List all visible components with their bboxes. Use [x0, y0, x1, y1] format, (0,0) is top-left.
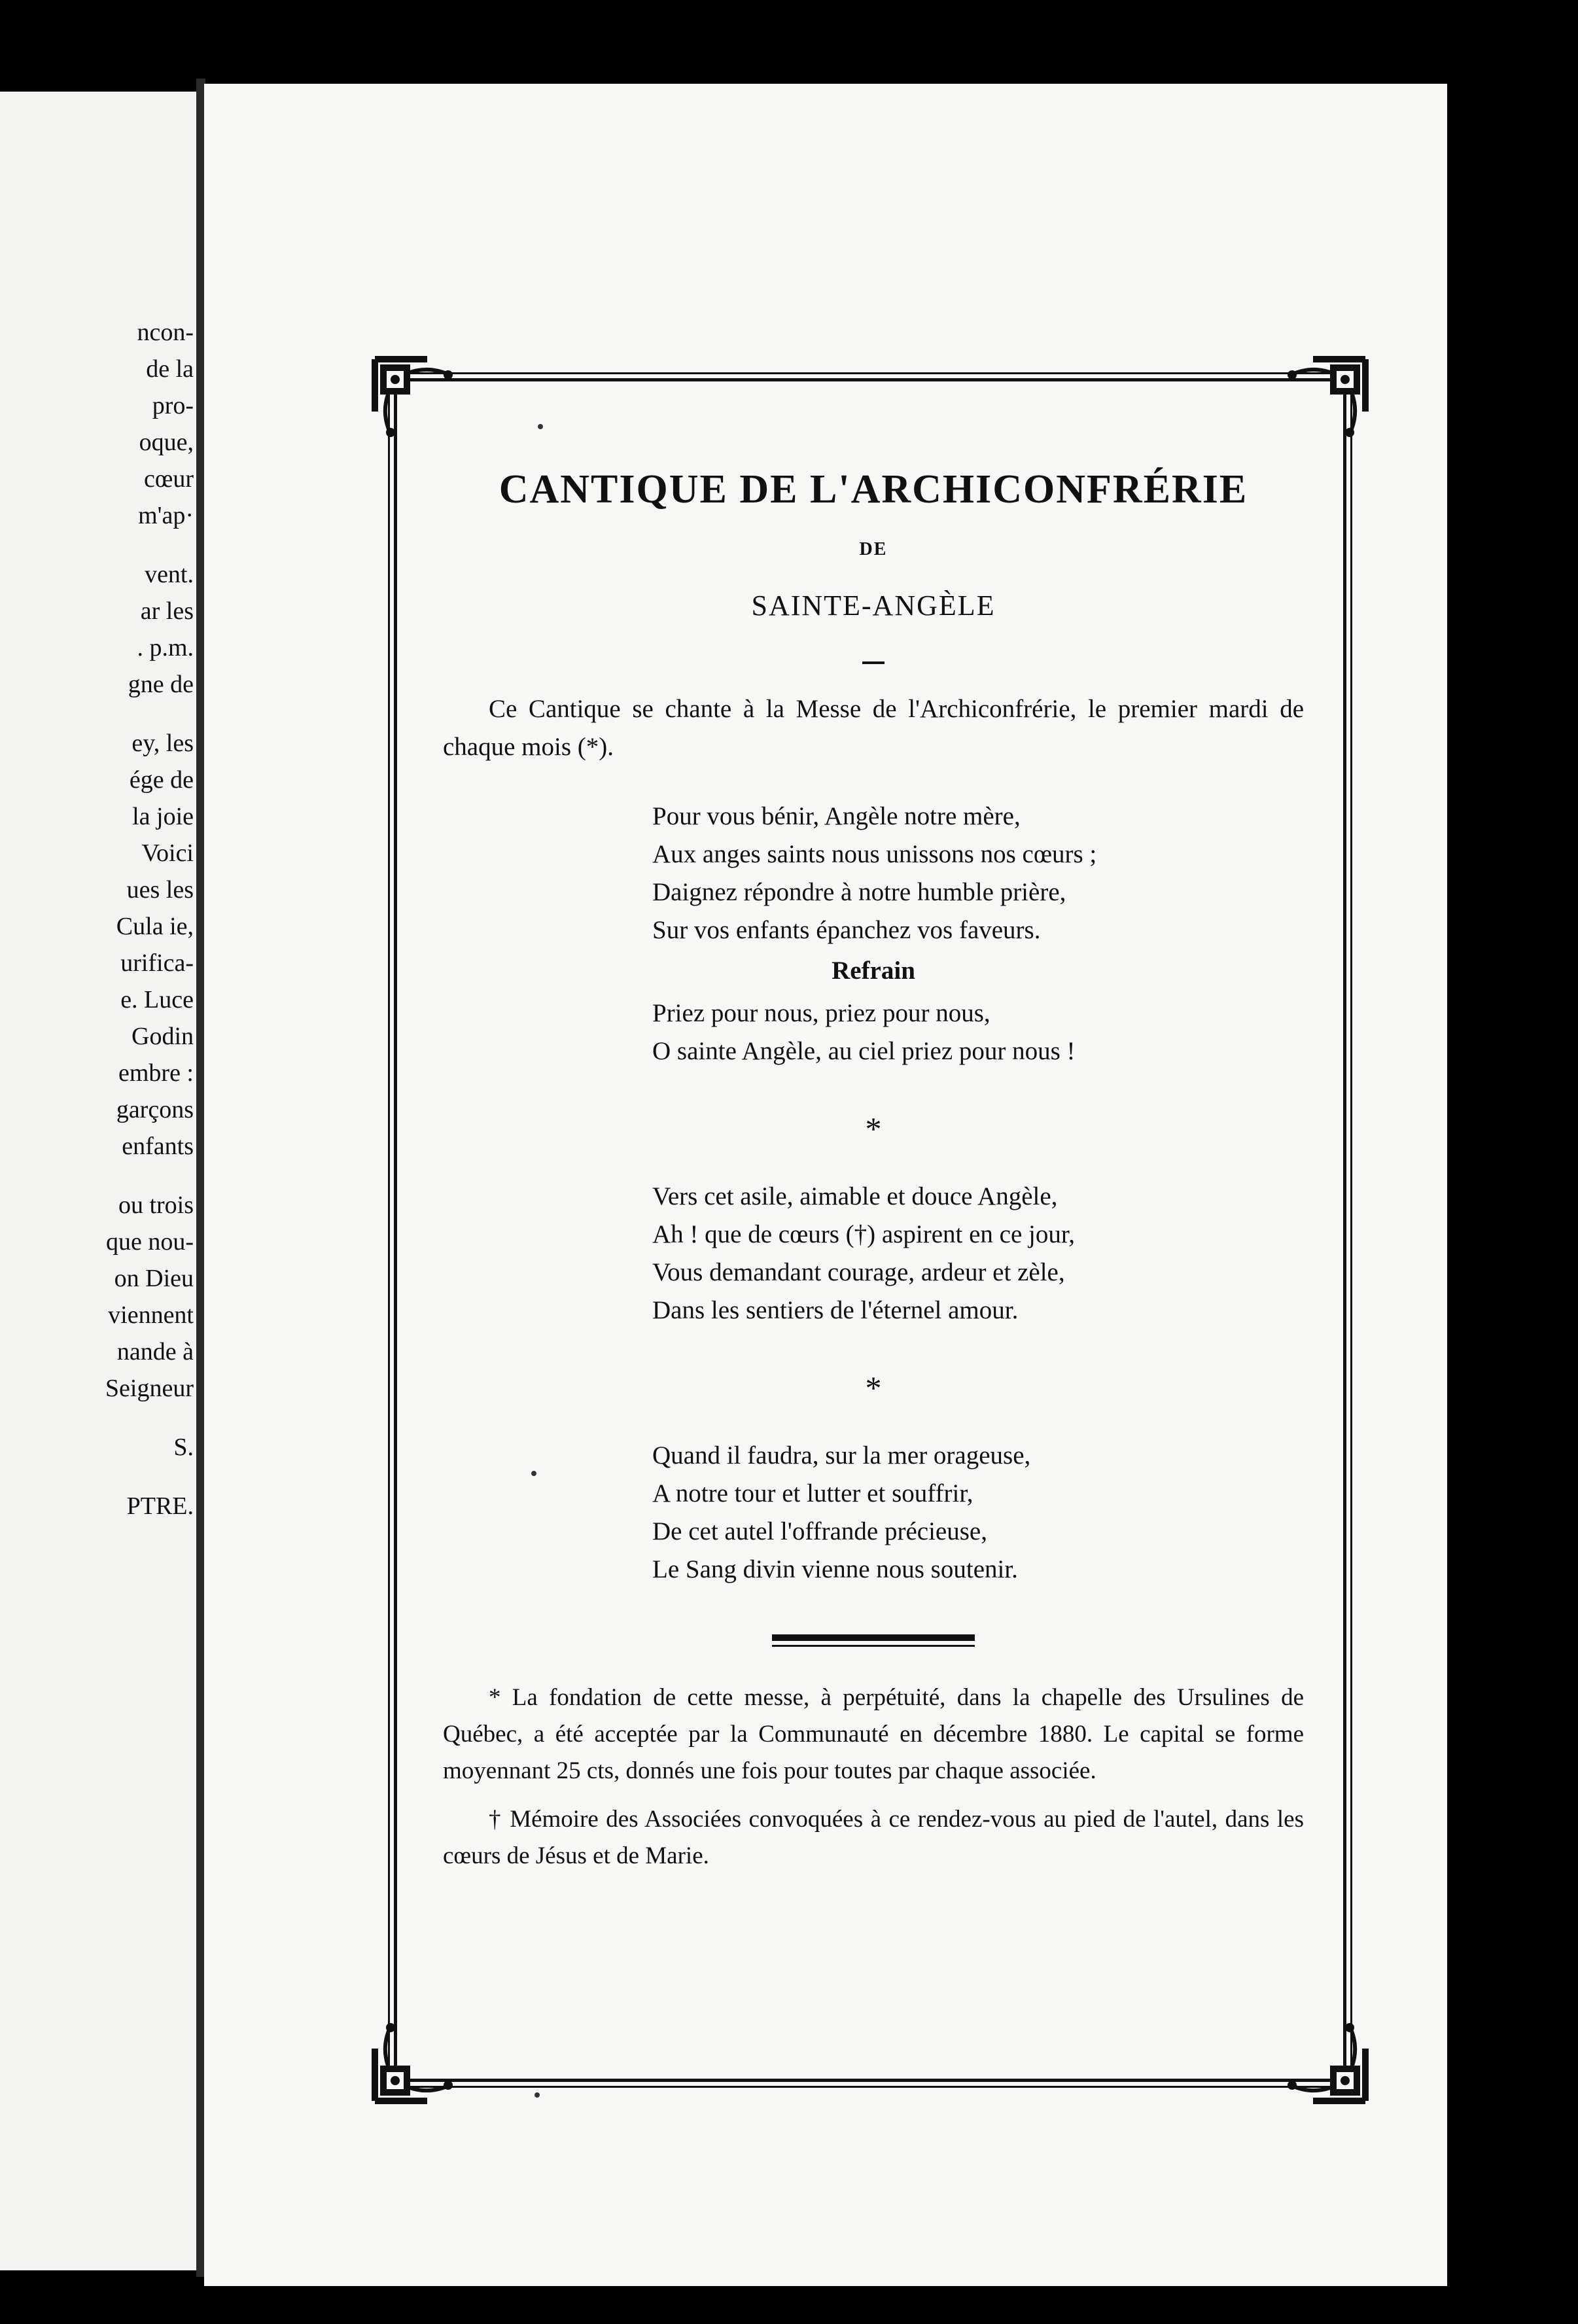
previous-page-line: m'ap· [138, 502, 194, 529]
verse-line: Dans les sentiers de l'éternel amour. [652, 1296, 1019, 1324]
previous-page-line: gne de [128, 671, 194, 698]
previous-page-line: ncon- [137, 319, 194, 346]
previous-page-line: ou trois [118, 1191, 194, 1219]
previous-page-line: enfants [122, 1133, 194, 1160]
previous-page-line: cœur [144, 465, 194, 493]
previous-page-line: Cula ie, [116, 913, 194, 940]
previous-page-line: garçons [116, 1096, 194, 1123]
section-rule-thin [772, 1645, 975, 1647]
previous-page-line: la joie [132, 803, 194, 830]
previous-page-line [0, 534, 196, 556]
corner-ornament-icon [368, 2009, 466, 2107]
previous-page [0, 92, 196, 2270]
previous-page-line: pro- [152, 392, 194, 419]
stanza-1 [652, 798, 1304, 949]
previous-page-line [0, 1165, 196, 1187]
previous-page-line [0, 1407, 196, 1429]
previous-page-line: on Dieu [114, 1265, 194, 1292]
section-rule [772, 1634, 975, 1641]
previous-page-line: urifica- [120, 949, 194, 977]
previous-page-line: vent. [145, 561, 194, 588]
verse-line: Ah ! que de cœurs (†) aspirent en ce jour, [652, 1220, 1076, 1248]
verse-line: A notre tour et lutter et souffrir, [652, 1479, 973, 1507]
previous-page-line: ar les [140, 597, 194, 625]
document-title: CANTIQUE DE L'ARCHICONFRÉRIE [499, 467, 1248, 512]
main-page [204, 84, 1447, 2286]
verse-line: De cet autel l'offrande précieuse, [652, 1517, 987, 1545]
intro-paragraph: Ce Cantique se chante à la Messe de l'Archiconfrérie, le premier mardi de chaque mois (*). [443, 695, 1304, 761]
previous-page-line: oque, [139, 429, 194, 456]
ornamental-frame [394, 378, 1346, 2082]
previous-page-line [0, 1466, 196, 1488]
verse-line: Priez pour nous, priez pour nous, [652, 999, 991, 1027]
verse-line: Vous demandant courage, ardeur et zèle, [652, 1258, 1065, 1286]
ink-speck [535, 2092, 540, 2098]
refrain [652, 995, 1304, 1070]
stanza-separator: * [865, 1110, 882, 1147]
verse-line: Aux anges saints nous unissons nos cœurs ; [652, 840, 1097, 868]
previous-page-line: que nou- [105, 1228, 194, 1256]
verse-line: O sainte Angèle, au ciel priez pour nous ! [652, 1037, 1076, 1065]
footnote-2: † Mémoire des Associées convoquées à ce rendez-vous au pied de l'autel, dans les cœurs de Jésus et de Marie. [443, 1806, 1304, 1869]
previous-page-line: viennent [108, 1301, 194, 1329]
previous-page-line: Voici [141, 839, 194, 867]
previous-page-line: . p.m. [137, 634, 194, 661]
refrain-label: Refrain [832, 957, 915, 985]
verse-line: Daignez répondre à notre humble prière, [652, 878, 1066, 906]
footnote-1: * La fondation de cette messe, à perpétuité, dans la chapelle des Ursulines de Québec, a été acceptée par la Communauté en décembre 1880. Le capital se forme moyennant 25 cts, donnés une fois pour toutes par chaque associée. [443, 1684, 1304, 1784]
title-connector: DE [859, 539, 888, 559]
title-dash [862, 661, 885, 664]
previous-page-line: nande à [116, 1338, 194, 1365]
previous-page-line: ues les [126, 876, 194, 904]
verse-line: Quand il faudra, sur la mer orageuse, [652, 1441, 1031, 1470]
verse-line: Vers cet asile, aimable et douce Angèle, [652, 1182, 1058, 1210]
previous-page-line: ey, les [132, 730, 194, 757]
previous-page-line: ége de [129, 766, 194, 794]
stanza-separator: * [865, 1369, 882, 1406]
previous-page-line: embre : [118, 1059, 194, 1087]
previous-page-line: de la [146, 355, 194, 383]
verse-line: Pour vous bénir, Angèle notre mère, [652, 802, 1021, 830]
verse-line: Le Sang divin vienne nous soutenir. [652, 1555, 1018, 1583]
verse-line: Sur vos enfants épanchez vos faveurs. [652, 916, 1041, 944]
previous-page-line [0, 703, 196, 725]
previous-page-line: PTRE. [126, 1492, 194, 1520]
stanza-2 [652, 1178, 1304, 1329]
stanza-3 [652, 1437, 1304, 1589]
previous-page-text [0, 314, 196, 1524]
previous-page-line: Godin [132, 1023, 194, 1050]
cantique-content [443, 381, 1304, 1875]
previous-page-line: S. [173, 1434, 194, 1461]
previous-page-line: e. Luce [120, 986, 194, 1013]
previous-page-line: Seigneur [105, 1375, 194, 1402]
corner-ornament-icon [1274, 2009, 1372, 2107]
document-subtitle: SAINTE-ANGÈLE [751, 590, 996, 622]
